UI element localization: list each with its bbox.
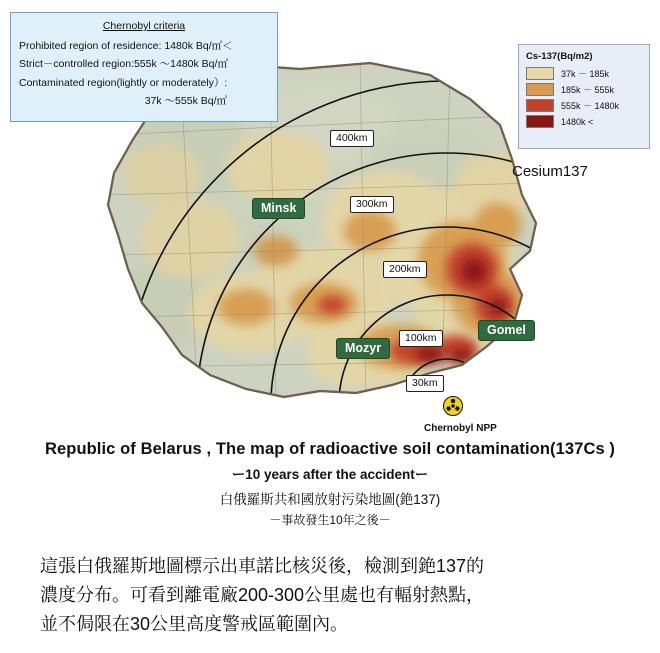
city-label-gomel: Gomel [478,320,535,341]
legend-swatch-1 [526,67,554,80]
legend-item [526,99,642,112]
ring-label-200km: 200km [383,261,427,278]
legend [518,44,650,149]
legend-title: Cs-137(Bq/m2) [526,51,593,62]
title-chinese: 白俄羅斯共和國放射污染地圖(銫137) [219,492,441,507]
ring-label-400km: 400km [330,130,374,147]
criteria-title: Chernobyl criteria [102,20,186,32]
city-label-mozyr: Mozyr [336,338,390,359]
legend-label-4: 1480k < [561,116,594,127]
title-chinese-subtitle: －事故發生10年之後－ [269,513,391,527]
npp-label: Chernobyl NPP [424,423,497,434]
criteria-line-4: 37k ～555k Bq/㎡ [144,94,227,107]
figure-title-block [0,440,660,528]
description-line-2: 濃度分布。可看到離電廠200-300公里處也有輻射熱點， [40,585,485,606]
legend-label-1: 37k － 185k [561,69,610,79]
chernobyl-criteria-box [10,12,278,122]
legend-label-2: 185k － 555k [561,85,615,95]
ring-label-300km: 300km [350,196,394,213]
title-english: Republic of Belarus , The map of radioactive soil contamination(137Cs ) [44,440,616,458]
title-english-subtitle: ー10 years after the accidentー [231,467,429,482]
ring-label-100km: 100km [399,330,443,347]
description-line-3: 並不侷限在30公里高度警戒區範圍內。 [40,614,349,635]
description-paragraph [40,552,630,639]
legend-label-3: 555k － 1480k [561,101,620,111]
city-label-minsk: Minsk [252,198,305,219]
criteria-line-3: Contaminated region(lightly or moderately）: [19,76,228,89]
cesium-caption: Cesium137 [512,163,588,180]
legend-swatch-4 [526,115,554,128]
legend-item [526,115,642,128]
legend-swatch-2 [526,83,554,96]
legend-item [526,83,642,96]
criteria-line-2: Strict－controlled region:555k ～1480k Bq/㎡ [19,58,228,71]
criteria-line-1: Prohibited region of residence: 1480k Bq/㎡＜ [19,40,233,53]
legend-swatch-3 [526,99,554,112]
description-line-1: 這張白俄羅斯地圖標示出車諾比核災後，檢測到銫137的 [40,556,485,576]
ring-label-30km: 30km [406,375,444,392]
radiation-hazard-icon [443,396,463,416]
legend-item [526,67,642,80]
